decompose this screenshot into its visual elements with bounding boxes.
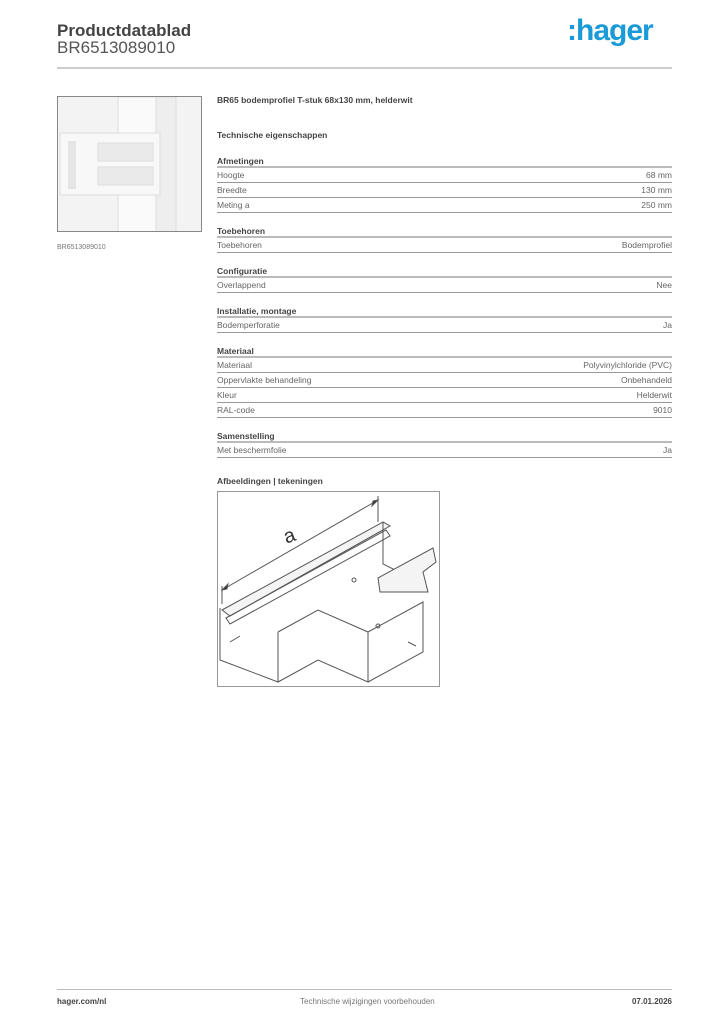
spec-group-heading: Toebehoren — [217, 225, 672, 238]
spec-value: Ja — [663, 320, 672, 330]
spec-value: Bodemprofiel — [621, 240, 672, 250]
spec-value: 9010 — [653, 405, 672, 415]
spec-group — [217, 225, 672, 253]
spec-label: Bodemperforatie — [217, 320, 280, 330]
drawings-heading: Afbeeldingen | tekeningen — [217, 476, 323, 486]
spec-group-heading: Samenstelling — [217, 430, 672, 443]
product-code: BR6513089010 — [57, 38, 176, 57]
technical-drawing — [217, 491, 440, 687]
spec-row — [217, 278, 672, 293]
spec-value: Ja — [663, 445, 672, 455]
dimension-label: a — [280, 523, 299, 549]
spec-row — [217, 183, 672, 198]
header-divider — [57, 67, 672, 69]
image-caption: BR6513089010 — [57, 244, 106, 251]
hager-logo: :hager — [567, 14, 653, 47]
page-title: Productdatablad — [57, 21, 192, 40]
spec-label: Kleur — [217, 390, 237, 400]
spec-row — [217, 403, 672, 418]
spec-group-heading: Materiaal — [217, 345, 672, 358]
spec-label: Toebehoren — [217, 240, 262, 250]
spec-label: RAL-code — [217, 405, 255, 415]
spec-value: 68 mm — [646, 170, 672, 180]
footer-website[interactable]: hager.com/nl — [57, 997, 107, 1006]
spec-label: Overlappend — [217, 280, 266, 290]
spec-group — [217, 305, 672, 333]
footer-notice: Technische wijzigingen voorbehouden — [300, 997, 435, 1006]
spec-row — [217, 318, 672, 333]
footer-date: 07.01.2026 — [631, 997, 672, 1006]
spec-row — [217, 198, 672, 213]
spec-group-heading: Afmetingen — [217, 155, 672, 168]
spec-row — [217, 238, 672, 253]
spec-value: Polyvinylchloride (PVC) — [583, 360, 672, 370]
spec-group-heading: Installatie, montage — [217, 305, 672, 318]
spec-group — [217, 345, 672, 418]
tech-heading: Technische eigenschappen — [217, 130, 328, 140]
spec-row — [217, 358, 672, 373]
spec-label: Meting a — [217, 200, 250, 210]
spec-groups — [217, 155, 672, 458]
spec-value: 130 mm — [641, 185, 672, 195]
spec-label: Met beschermfolie — [217, 445, 287, 455]
spec-label: Oppervlakte behandeling — [217, 375, 312, 385]
spec-row — [217, 373, 672, 388]
spec-label: Hoogte — [217, 170, 245, 180]
product-image — [57, 96, 202, 232]
spec-label: Materiaal — [217, 360, 252, 370]
spec-row — [217, 168, 672, 183]
spec-value: 250 mm — [641, 200, 672, 210]
spec-column — [217, 95, 672, 687]
spec-label: Breedte — [217, 185, 247, 195]
spec-row — [217, 388, 672, 403]
product-title: BR65 bodemprofiel T-stuk 68x130 mm, helderwit — [217, 95, 413, 105]
spec-row — [217, 443, 672, 458]
spec-value: Onbehandeld — [620, 375, 672, 385]
spec-group — [217, 430, 672, 458]
spec-group — [217, 155, 672, 213]
spec-value: Nee — [656, 280, 672, 290]
spec-value: Helderwit — [636, 390, 672, 400]
spec-group — [217, 265, 672, 293]
footer-divider — [57, 989, 672, 990]
spec-group-heading: Configuratie — [217, 265, 672, 278]
